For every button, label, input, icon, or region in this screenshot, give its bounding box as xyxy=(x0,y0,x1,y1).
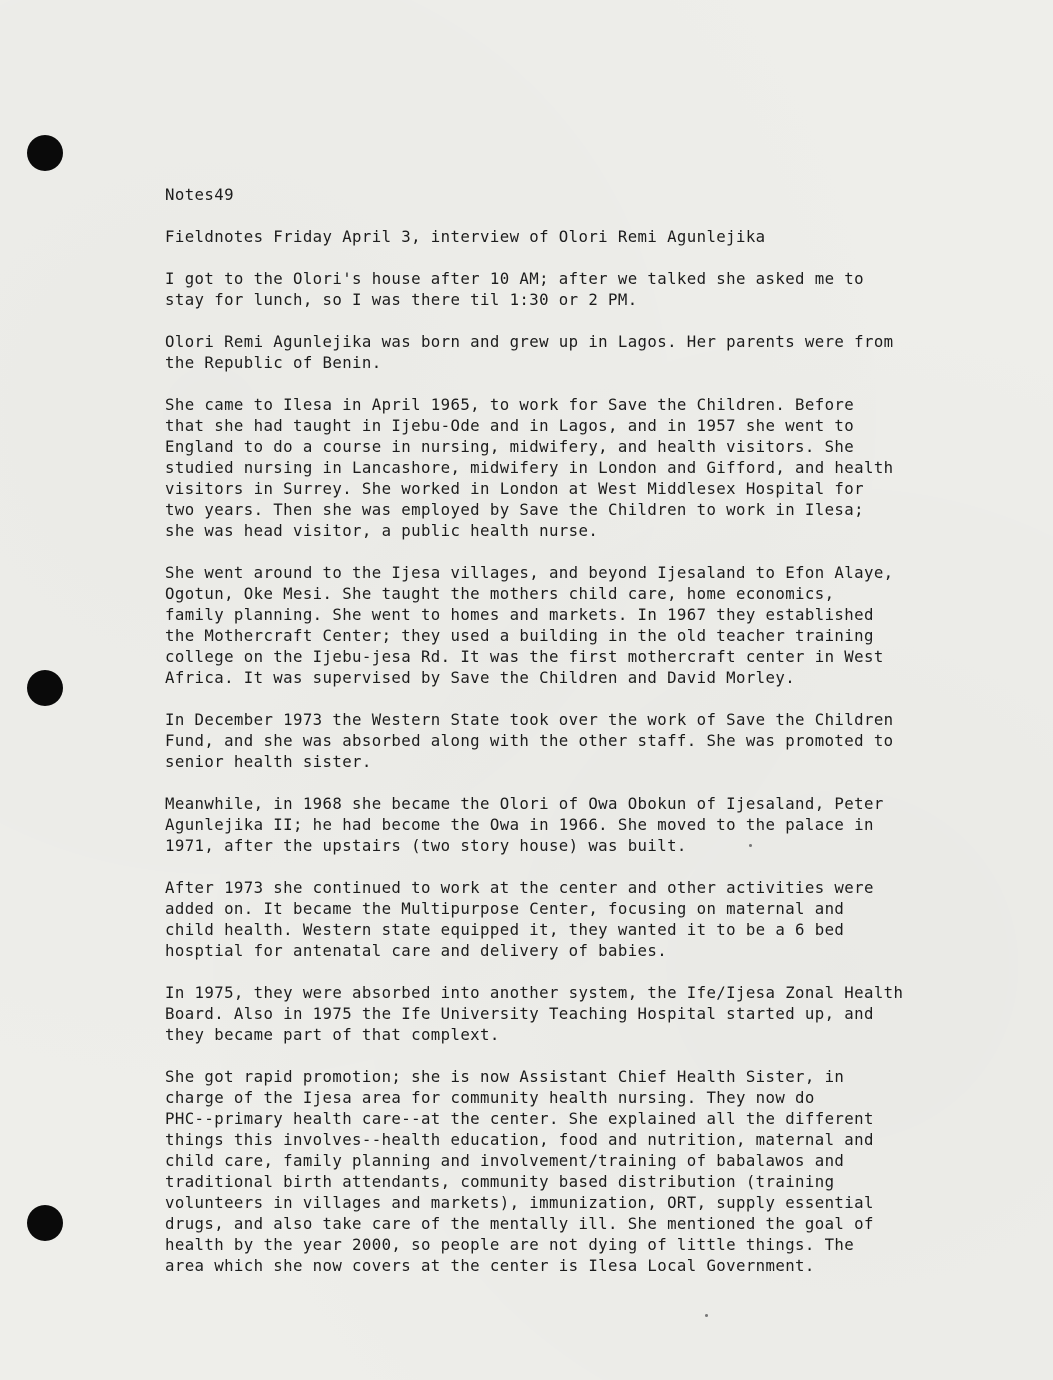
document-heading: Fieldnotes Friday April 3, interview of Olori Remi Agunlejika xyxy=(165,227,766,246)
note-id: Notes49 xyxy=(165,185,234,204)
paragraph-villages: She went around to the Ijesa villages, and beyond Ijesaland to Efon Alaye, Ogotun, Oke Mesi. She taught the mothers child care, home economics, family planning. She went to homes and markets. In 1967 they established the Mothercraft Center; they used a building in the old teacher training college on the Ijebu-jesa Rd. It was the first mothercraft center in West Africa. It was supervised by Save the Children and David Morley. xyxy=(165,563,894,687)
paragraph-multipurpose-center: After 1973 she continued to work at the center and other activities were added on. It became the Multipurpose Center, focusing on maternal and child health. Western state equipped it, they wanted it to be a 6 bed hosptial for antenatal care and delivery of babies. xyxy=(165,878,874,960)
paragraph-training: She came to Ilesa in April 1965, to work for Save the Children. Before that she had taught in Ijebu-Ode and in Lagos, and in 1957 she went to England to do a course in nursing, midwifery, and health visitors. She studied nursing in Lancashore, midwifery in London and Gifford, and health visitors in Surrey. She worked in London at West Middlesex Hospital for two years. Then she was employed by Save the Children to work in Ilesa; she was head visitor, a public health nurse. xyxy=(165,395,894,540)
paragraph-promotion: She got rapid promotion; she is now Assistant Chief Health Sister, in charge of the Ijesa area for community health nursing. They now do PHC--primary health care--at the center. She explained all the different things this involves--health education, food and nutrition, maternal and child care, family planning and involvement/training of babalawos and traditional birth attendants, community based distribution (training volunteers in villages and markets), immunization, ORT, supply essential drugs, and also take care of the mentally ill. She mentioned the goal of health by the year 2000, so people are not dying of little things. The area which she now covers at the center is Ilesa Local Government. xyxy=(165,1067,874,1275)
paragraph-zonal-board: In 1975, they were absorbed into another system, the Ife/Ijesa Zonal Health Board. Also in 1975 the Ife University Teaching Hospital started up, and they became part of that complext. xyxy=(165,983,904,1044)
paragraph-background: Olori Remi Agunlejika was born and grew up in Lagos. Her parents were from the Republic of Benin. xyxy=(165,332,894,372)
paragraph-olori: Meanwhile, in 1968 she became the Olori of Owa Obokun of Ijesaland, Peter Agunlejika II; he had become the Owa in 1966. She moved to the palace in 1971, after the upstairs (two story house) was built. xyxy=(165,794,884,855)
paper-speck xyxy=(705,1314,708,1317)
binder-hole-middle xyxy=(27,670,63,706)
binder-hole-bottom xyxy=(27,1205,63,1241)
typed-document xyxy=(165,184,965,1297)
paragraph-western-state: In December 1973 the Western State took over the work of Save the Children Fund, and she was absorbed along with the other staff. She was promoted to senior health sister. xyxy=(165,710,894,771)
paragraph-arrival: I got to the Olori's house after 10 AM; after we talked she asked me to stay for lunch, so I was there til 1:30 or 2 PM. xyxy=(165,269,864,309)
binder-hole-top xyxy=(27,135,63,171)
